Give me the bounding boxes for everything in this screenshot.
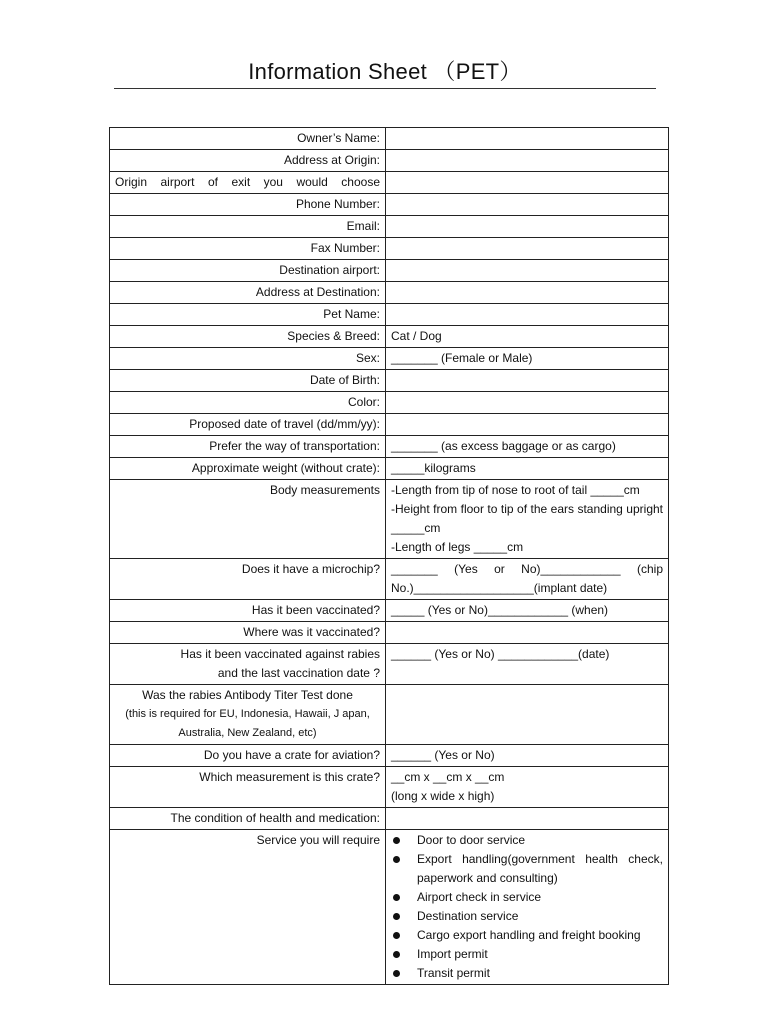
body-measurements-field[interactable] — [386, 480, 669, 559]
dob-label: Date of Birth: — [110, 370, 386, 392]
body-length-line: -Length from tip of nose to root of tail _____cm — [391, 483, 640, 497]
color-field[interactable] — [386, 392, 669, 414]
page-title: Information Sheet （PET） — [248, 59, 522, 84]
microchip-label: Does it have a microchip? — [110, 559, 386, 600]
form-row-services — [110, 830, 669, 985]
address-destination-label: Address at Destination: — [110, 282, 386, 304]
crate-size-hint: (long x wide x high) — [391, 789, 495, 803]
owner-name-label: Owner’s Name: — [110, 128, 386, 150]
address-destination-field[interactable] — [386, 282, 669, 304]
weight-field[interactable]: _____kilograms — [386, 458, 669, 480]
form-row-email — [110, 216, 669, 238]
sex-label: Sex: — [110, 348, 386, 370]
bullet-icon — [393, 856, 400, 863]
email-label: Email: — [110, 216, 386, 238]
where-vaccinated-label: Where was it vaccinated? — [110, 622, 386, 644]
title-underline — [114, 88, 656, 89]
crate-field[interactable]: ______ (Yes or No) — [386, 745, 669, 767]
where-vaccinated-field[interactable] — [386, 622, 669, 644]
body-height-line: -Height from floor to tip of the ears standing upright _____cm — [391, 502, 663, 535]
service-item[interactable]: Airport check in service — [391, 888, 663, 907]
crate-size-field[interactable] — [386, 767, 669, 808]
vaccinated-label: Has it been vaccinated? — [110, 600, 386, 622]
form-row-titer-test — [110, 685, 669, 745]
color-label: Color: — [110, 392, 386, 414]
fax-label: Fax Number: — [110, 238, 386, 260]
pet-information-form — [109, 127, 669, 985]
rabies-field[interactable]: ______ (Yes or No) ____________(date) — [386, 644, 669, 685]
services-label: Service you will require — [110, 830, 386, 985]
form-row-owner-name — [110, 128, 669, 150]
bullet-icon — [393, 951, 400, 958]
rabies-label-line-1: Has it been vaccinated against rabies — [180, 647, 380, 661]
services-list — [391, 831, 663, 983]
form-row-address-destination — [110, 282, 669, 304]
form-row-crate — [110, 745, 669, 767]
phone-label: Phone Number: — [110, 194, 386, 216]
crate-size-dimensions: __cm x __cm x __cm — [391, 770, 505, 784]
bullet-icon — [393, 894, 400, 901]
species-label: Species & Breed: — [110, 326, 386, 348]
form-row-health — [110, 808, 669, 830]
destination-airport-label: Destination airport: — [110, 260, 386, 282]
destination-airport-field[interactable] — [386, 260, 669, 282]
form-row-sex — [110, 348, 669, 370]
address-origin-field[interactable] — [386, 150, 669, 172]
transport-field[interactable]: _______ (as excess baggage or as cargo) — [386, 436, 669, 458]
service-item[interactable]: Import permit — [391, 945, 663, 964]
form-row-travel-date — [110, 414, 669, 436]
services-field — [386, 830, 669, 985]
vaccinated-field[interactable]: _____ (Yes or No)____________ (when) — [386, 600, 669, 622]
pet-name-field[interactable] — [386, 304, 669, 326]
service-item[interactable]: Export handling(government health check, paperwork and consulting) — [391, 850, 663, 888]
form-row-microchip — [110, 559, 669, 600]
rabies-label — [110, 644, 386, 685]
bullet-icon — [393, 970, 400, 977]
origin-airport-label: Origin airport of exit you would choose — [115, 175, 380, 189]
travel-date-field[interactable] — [386, 414, 669, 436]
fax-field[interactable] — [386, 238, 669, 260]
form-row-vaccinated — [110, 600, 669, 622]
form-row-body-measurements — [110, 480, 669, 559]
titer-field[interactable] — [386, 685, 669, 745]
form-row-crate-size — [110, 767, 669, 808]
form-row-color — [110, 392, 669, 414]
form-row-pet-name — [110, 304, 669, 326]
form-row-weight — [110, 458, 669, 480]
transport-label: Prefer the way of transportation: — [110, 436, 386, 458]
body-legs-line: -Length of legs _____cm — [391, 540, 524, 554]
health-label: The condition of health and medication: — [110, 808, 386, 830]
titer-label-line-1: Was the rabies Antibody Titer Test done — [142, 688, 353, 702]
dob-field[interactable] — [386, 370, 669, 392]
form-row-fax — [110, 238, 669, 260]
weight-label: Approximate weight (without crate): — [110, 458, 386, 480]
species-field[interactable]: Cat / Dog — [386, 326, 669, 348]
form-row-phone — [110, 194, 669, 216]
form-row-species — [110, 326, 669, 348]
email-field[interactable] — [386, 216, 669, 238]
form-row-destination-airport — [110, 260, 669, 282]
form-row-rabies — [110, 644, 669, 685]
bullet-icon — [393, 913, 400, 920]
service-item[interactable]: Cargo export handling and freight booking — [391, 926, 663, 945]
crate-size-label: Which measurement is this crate? — [110, 767, 386, 808]
form-row-address-origin — [110, 150, 669, 172]
form-row-dob — [110, 370, 669, 392]
bullet-icon — [393, 932, 400, 939]
phone-field[interactable] — [386, 194, 669, 216]
crate-label: Do you have a crate for aviation? — [110, 745, 386, 767]
origin-airport-field[interactable] — [386, 172, 669, 194]
health-field[interactable] — [386, 808, 669, 830]
pet-name-label: Pet Name: — [110, 304, 386, 326]
address-origin-label: Address at Origin: — [110, 150, 386, 172]
service-item[interactable]: Door to door service — [391, 831, 663, 850]
titer-label-line-2: (this is required for EU, Indonesia, Hawaii, J apan, Australia, New Zealand, etc) — [125, 708, 370, 739]
sex-field[interactable]: _______ (Female or Male) — [386, 348, 669, 370]
service-item[interactable]: Destination service — [391, 907, 663, 926]
owner-name-field[interactable] — [386, 128, 669, 150]
bullet-icon — [393, 837, 400, 844]
service-item[interactable]: Transit permit — [391, 964, 663, 983]
body-measurements-label: Body measurements — [110, 480, 386, 559]
titer-label — [110, 685, 386, 745]
form-row-transport — [110, 436, 669, 458]
travel-date-label: Proposed date of travel (dd/mm/yy): — [110, 414, 386, 436]
rabies-label-line-2: and the last vaccination date ? — [217, 666, 380, 680]
form-row-where-vaccinated — [110, 622, 669, 644]
microchip-field[interactable]: _______ (Yes or No)____________ (chip No.)__________________(implant date) — [386, 559, 669, 600]
form-row-origin-airport — [110, 172, 669, 194]
